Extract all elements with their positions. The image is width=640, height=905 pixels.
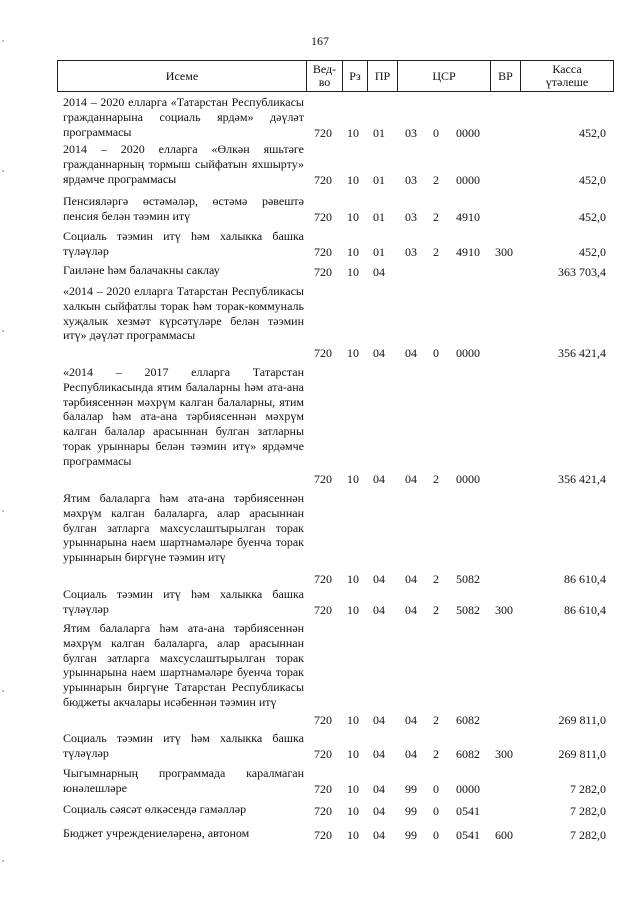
row-name: «2014 – 2017 елларга Татарстан Республикасында ятим балаларны һәм ата-ана тәрбиясеннән мәхрүм калган балаларны, ятим балалар һәм ата-ана тәрбиясеннән мәхрүм калган балалар арасыннан булган затларны торак урыннары белән тәэмин итү» ярдәмче программасы: [63, 365, 304, 468]
row-kassa: 452,0: [579, 173, 606, 187]
row-kassa: 363 703,4: [558, 265, 606, 279]
row-pr: 04: [373, 265, 385, 279]
row-c2: 0: [433, 782, 439, 796]
row-name: Ятим балаларга һәм ата-ана тәрбиясеннән мәхрүм калган балаларга, алар арасыннан булган затларга махсуслаштырылган торак урыннарына наем шартнамәләре буенча торак урыннарын биргүне Татарстан Республикасы бюджеты акчалары исәбеннән тәэмин итү: [63, 621, 304, 709]
row-c1: 03: [405, 210, 417, 224]
row-kassa: 452,0: [579, 210, 606, 224]
row-c1: 04: [405, 572, 417, 586]
row-c1: 04: [405, 713, 417, 727]
row-pr: 04: [373, 828, 385, 842]
header-rz: Рз: [342, 61, 367, 91]
row-c2: 2: [433, 210, 439, 224]
row-c1: 04: [405, 603, 417, 617]
table-row: [0, 194, 640, 224]
row-c3: 0000: [456, 472, 480, 486]
row-ved: 720: [314, 346, 332, 360]
row-ved: 720: [314, 173, 332, 187]
row-kassa: 356 421,4: [558, 472, 606, 486]
row-kassa: 7 282,0: [570, 828, 606, 842]
row-ved: 720: [314, 828, 332, 842]
page-number: 167: [311, 34, 329, 48]
row-c2: 0: [433, 804, 439, 818]
row-rz: 10: [347, 126, 359, 140]
table-row: [0, 621, 640, 727]
row-c3: 5082: [456, 603, 480, 617]
row-ved: 720: [314, 782, 332, 796]
row-vr: 600: [495, 828, 513, 842]
row-name: Чыгымнарның программада каралмаган юнәлешләре: [63, 766, 304, 795]
row-kassa: 452,0: [579, 126, 606, 140]
row-ved: 720: [314, 713, 332, 727]
row-pr: 04: [373, 603, 385, 617]
row-name: Гаиләне һәм балачакны саклау: [63, 263, 220, 277]
row-c3: 0000: [456, 126, 480, 140]
row-c3: 6082: [456, 747, 480, 761]
row-pr: 04: [373, 472, 385, 486]
row-name: Социаль тәэмин итү һәм халыкка башка түләүләр: [63, 587, 304, 616]
row-c2: 0: [433, 346, 439, 360]
row-rz: 10: [347, 572, 359, 586]
row-c2: 2: [433, 713, 439, 727]
row-pr: 01: [373, 126, 385, 140]
row-kassa: 269 811,0: [558, 713, 606, 727]
row-kassa: 86 610,4: [564, 603, 606, 617]
row-rz: 10: [347, 210, 359, 224]
row-c3: 0000: [456, 346, 480, 360]
row-rz: 10: [347, 265, 359, 279]
row-c2: 0: [433, 828, 439, 842]
row-ved: 720: [314, 472, 332, 486]
row-c3: 6082: [456, 713, 480, 727]
row-c3: 0541: [456, 828, 480, 842]
row-pr: 04: [373, 713, 385, 727]
row-c2: 2: [433, 603, 439, 617]
row-c1: 03: [405, 126, 417, 140]
row-c2: 2: [433, 747, 439, 761]
row-c2: 2: [433, 245, 439, 259]
row-kassa: 269 811,0: [558, 747, 606, 761]
row-pr: 04: [373, 346, 385, 360]
row-name: 2014 – 2020 елларга «Өлкән яшьтәге гражданнарның тормыш сыйфатын яхшырту» ярдәмче программасы: [63, 142, 304, 186]
row-kassa: 86 610,4: [564, 572, 606, 586]
row-ved: 720: [314, 245, 332, 259]
row-c3: 5082: [456, 572, 480, 586]
row-c1: 04: [405, 472, 417, 486]
row-c3: 0000: [456, 173, 480, 187]
row-name: Социаль тәэмин итү һәм халыкка башка түләүләр: [63, 731, 304, 760]
scan-mark: [2, 40, 4, 42]
scan-mark: [2, 330, 4, 332]
row-ved: 720: [314, 603, 332, 617]
row-ved: 720: [314, 572, 332, 586]
row-rz: 10: [347, 747, 359, 761]
row-name: 2014 – 2020 елларга «Татарстан Республикасы гражданнарына социаль ярдәм» дәүләт программасы: [63, 95, 304, 139]
row-vr: 300: [495, 747, 513, 761]
row-rz: 10: [347, 472, 359, 486]
table-row: [0, 229, 640, 259]
row-c1: 04: [405, 747, 417, 761]
row-pr: 04: [373, 804, 385, 818]
table-row: [0, 284, 640, 360]
row-c3: 4910: [456, 245, 480, 259]
row-c1: 03: [405, 173, 417, 187]
table-row: [0, 587, 640, 617]
row-ved: 720: [314, 210, 332, 224]
row-name: Пенсияләргә өстәмәләр, өстәмә рәвештә пенсия белән тәэмин итү: [63, 194, 304, 223]
row-c2: 2: [433, 173, 439, 187]
row-rz: 10: [347, 346, 359, 360]
row-pr: 01: [373, 173, 385, 187]
row-c3: 0000: [456, 782, 480, 796]
row-c3: 0541: [456, 804, 480, 818]
row-c1: 99: [405, 804, 417, 818]
table-row: [0, 365, 640, 486]
row-c2: 2: [433, 572, 439, 586]
row-name: Ятим балаларга һәм ата-ана тәрбиясеннән мәхрүм калган балаларга, алар арасыннан булган затларга махсуслаштырылган торак урыннарына наем шартнамәләре буенча торак урыннарын биргүне тәэмин итү: [63, 491, 304, 565]
header-kassa: Касса үтәлеше: [520, 61, 613, 91]
table-row: [0, 142, 640, 187]
scan-mark: [2, 510, 4, 512]
row-rz: 10: [347, 804, 359, 818]
header-vr: ВР: [490, 61, 520, 91]
row-ved: 720: [314, 265, 332, 279]
table-row: [0, 731, 640, 761]
table-row: [0, 802, 640, 818]
table-row: [0, 766, 640, 796]
row-ved: 720: [314, 804, 332, 818]
scan-mark: [2, 690, 4, 692]
row-c3: 4910: [456, 210, 480, 224]
row-c1: 03: [405, 245, 417, 259]
row-ved: 720: [314, 747, 332, 761]
row-c1: 99: [405, 782, 417, 796]
header-ved: Вед- во: [306, 61, 342, 91]
row-vr: 300: [495, 603, 513, 617]
row-rz: 10: [347, 713, 359, 727]
row-vr: 300: [495, 245, 513, 259]
row-name: «2014 – 2020 елларга Татарстан Республикасы халкын сыйфатлы торак һәм торак-коммуналь хуҗалык хезмәт күрсәтүләре белән тәэмин итү» дәүләт программасы: [63, 284, 304, 343]
row-pr: 01: [373, 210, 385, 224]
row-rz: 10: [347, 782, 359, 796]
scan-mark: [2, 860, 4, 862]
table-row: [0, 263, 640, 279]
row-ved: 720: [314, 126, 332, 140]
table-row: [0, 491, 640, 586]
row-rz: 10: [347, 173, 359, 187]
row-name: Социаль сәясәт өлкәсендә гамәлләр: [63, 802, 247, 816]
row-pr: 04: [373, 782, 385, 796]
table-header: [57, 60, 614, 92]
table-row: [0, 826, 640, 842]
row-kassa: 356 421,4: [558, 346, 606, 360]
header-csr: ЦСР: [397, 61, 490, 91]
row-c1: 99: [405, 828, 417, 842]
header-pr: ПР: [367, 61, 397, 91]
row-pr: 04: [373, 747, 385, 761]
row-kassa: 7 282,0: [570, 782, 606, 796]
row-kassa: 452,0: [579, 245, 606, 259]
row-name: Бюджет учреждениеләренә, автоном: [63, 826, 250, 840]
row-c2: 2: [433, 472, 439, 486]
row-pr: 04: [373, 572, 385, 586]
header-name: Исеме: [165, 68, 199, 83]
row-kassa: 7 282,0: [570, 804, 606, 818]
row-rz: 10: [347, 245, 359, 259]
row-name: Социаль тәэмин итү һәм халыкка башка түләүләр: [63, 229, 304, 258]
row-rz: 10: [347, 603, 359, 617]
row-pr: 01: [373, 245, 385, 259]
row-rz: 10: [347, 828, 359, 842]
table-row: [0, 95, 640, 140]
scan-mark: [2, 170, 4, 172]
row-c2: 0: [433, 126, 439, 140]
row-c1: 04: [405, 346, 417, 360]
